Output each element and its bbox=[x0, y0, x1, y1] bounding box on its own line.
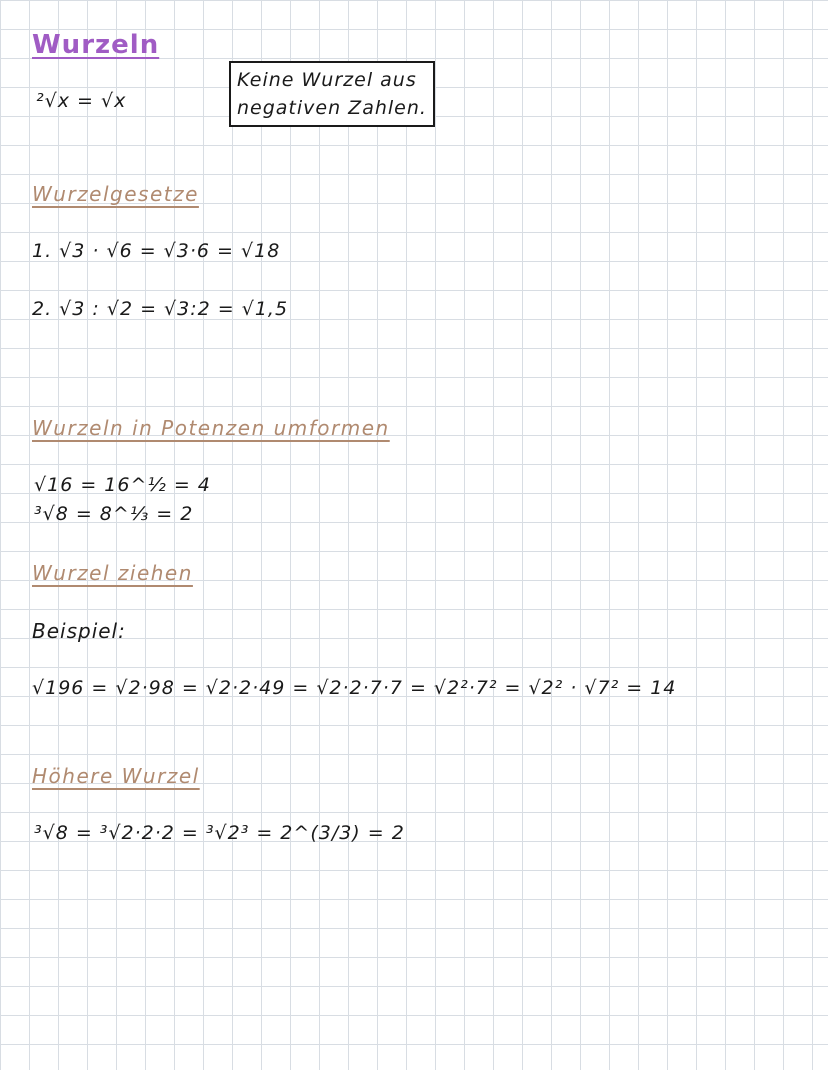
note-box-line-2: negativen Zahlen. bbox=[237, 97, 427, 119]
section-heading-laws: Wurzelgesetze bbox=[32, 182, 199, 206]
section-heading-powers: Wurzeln in Potenzen umformen bbox=[32, 416, 390, 440]
extract-example: √196 = √2·98 = √2·2·49 = √2·2·7·7 = √2²·7² = √2² · √7² = 14 bbox=[32, 677, 677, 699]
page-title: Wurzeln bbox=[32, 30, 160, 60]
law-rule-2: 2. √3 : √2 = √3:2 = √1,5 bbox=[32, 298, 289, 320]
law-rule-1: 1. √3 · √6 = √3·6 = √18 bbox=[32, 240, 281, 262]
intro-formula: ²√x = √x bbox=[36, 90, 127, 112]
note-box bbox=[229, 61, 435, 127]
power-line-2: ³√8 = 8^⅓ = 2 bbox=[34, 503, 194, 525]
example-label: Beispiel: bbox=[32, 619, 126, 643]
power-line-1: √16 = 16^½ = 4 bbox=[34, 474, 211, 496]
note-box-line-1: Keine Wurzel aus bbox=[237, 69, 417, 91]
section-heading-extract: Wurzel ziehen bbox=[32, 561, 193, 585]
higher-example: ³√8 = ³√2·2·2 = ³√2³ = 2^(3/3) = 2 bbox=[34, 822, 405, 844]
section-heading-higher: Höhere Wurzel bbox=[32, 764, 200, 788]
